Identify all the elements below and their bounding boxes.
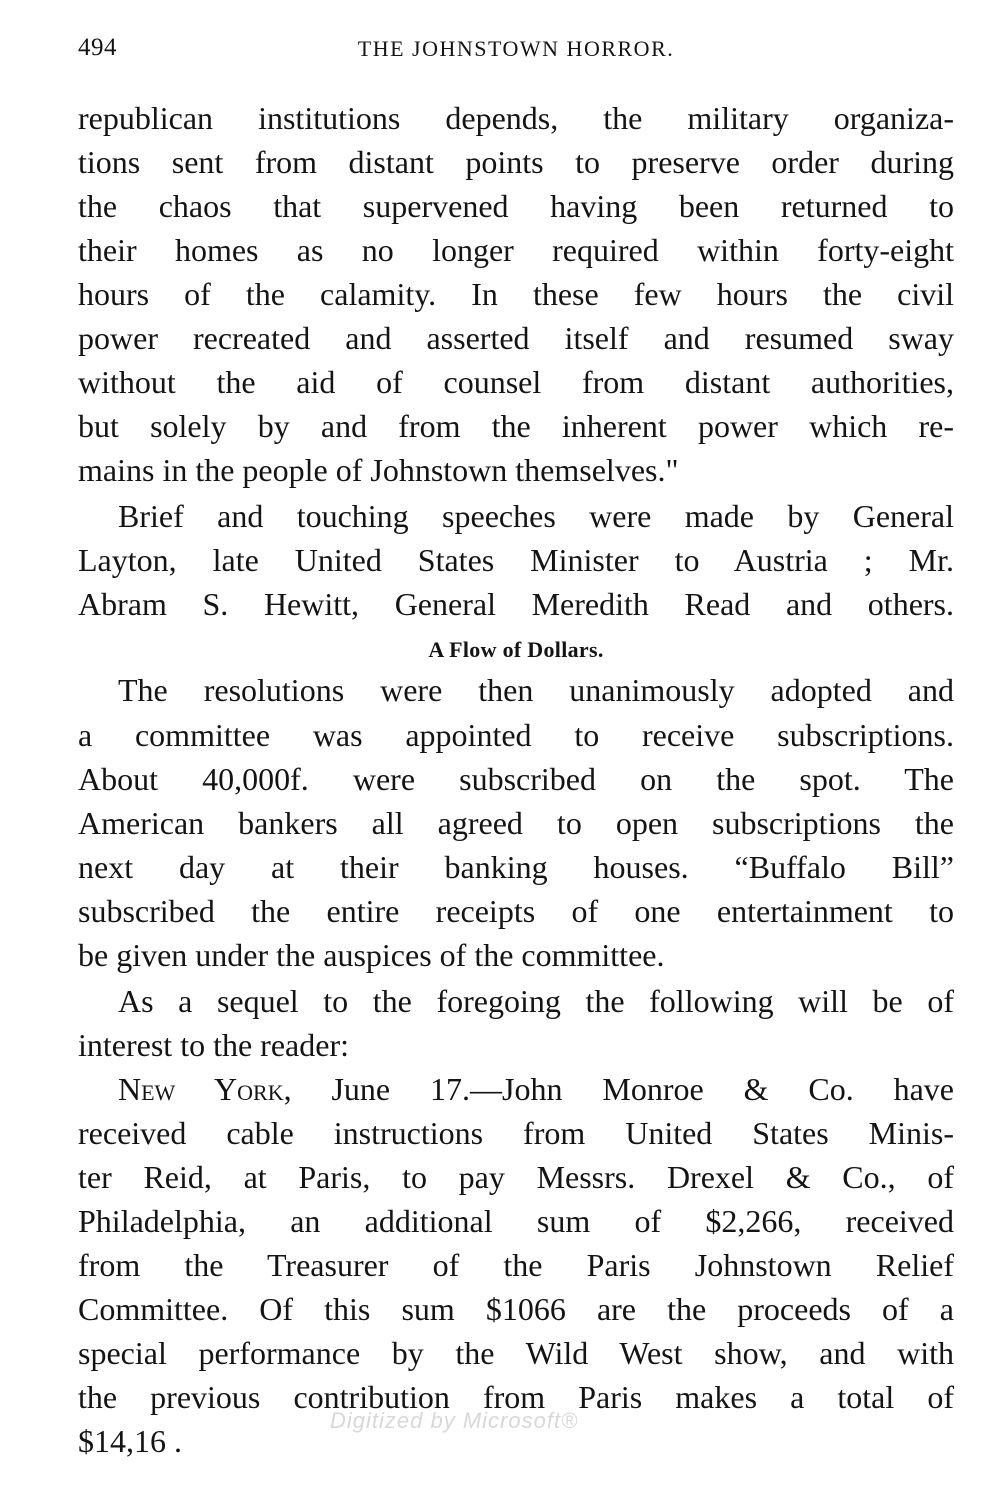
text-line: interest to the reader: (78, 1027, 349, 1063)
running-title: THE JOHNSTOWN HORROR. (357, 36, 675, 61)
text-line: American bankers all agreed to open subscriptions the (78, 805, 954, 841)
dateline: New York, (118, 1071, 292, 1107)
text-line: tions sent from distant points to preserve order during (78, 144, 954, 180)
text-line: About 40,000f. were subscribed on the spot. The (78, 761, 954, 797)
page-header (78, 34, 954, 68)
text-line: special performance by the Wild West show, and with (78, 1335, 954, 1371)
text-line: Committee. Of this sum $1066 are the proceeds of a (78, 1291, 954, 1327)
text-line: a committee was appointed to receive subscriptions. (78, 717, 954, 753)
text-line: received cable instructions from United States Minis- (78, 1115, 954, 1151)
text-line: power recreated and asserted itself and resumed sway (78, 320, 954, 356)
text-line: their homes as no longer required within forty-eight (78, 232, 954, 268)
text-line: As a sequel to the foregoing the following will be of (118, 983, 954, 1019)
section-subheading: A Flow of Dollars. (428, 637, 604, 662)
text-line: subscribed the entire receipts of one entertainment to (78, 893, 954, 929)
text-line: The resolutions were then unanimously adopted and (118, 672, 954, 708)
text-line: the previous contribution from Paris makes a total of (78, 1379, 954, 1415)
text-line: from the Treasurer of the Paris Johnstown Relief (78, 1247, 954, 1283)
text-line: hours of the calamity. In these few hours the civil (78, 276, 954, 312)
page-number: 494 (78, 34, 117, 61)
dateline-line (118, 1069, 954, 1109)
text-line: Brief and touching speeches were made by General (118, 498, 954, 534)
text-line: ter Reid, at Paris, to pay Messrs. Drexel & Co., of (78, 1159, 954, 1195)
text-line: republican institutions depends, the military organiza- (78, 100, 954, 136)
text-line: mains in the people of Johnstown themselves." (78, 452, 679, 488)
watermark: Digitized by Microsoft® (330, 1408, 579, 1433)
text-line: the chaos that supervened having been returned to (78, 188, 954, 224)
text-line: Abram S. Hewitt, General Meredith Read and others. (78, 586, 954, 622)
text-line: Layton, late United States Minister to Austria ; Mr. (78, 542, 954, 578)
text-line: without the aid of counsel from distant authorities, (78, 364, 954, 400)
text-line: but solely by and from the inherent power which re- (78, 408, 954, 444)
text-line: next day at their banking houses. “Buffalo Bill” (78, 849, 954, 885)
dateline-rest: June 17.—John Monroe & Co. have (291, 1071, 954, 1107)
text-line: Philadelphia, an additional sum of $2,266, received (78, 1203, 954, 1239)
text-line: be given under the auspices of the committee. (78, 937, 665, 973)
text-line: $14,16 . (78, 1423, 182, 1459)
